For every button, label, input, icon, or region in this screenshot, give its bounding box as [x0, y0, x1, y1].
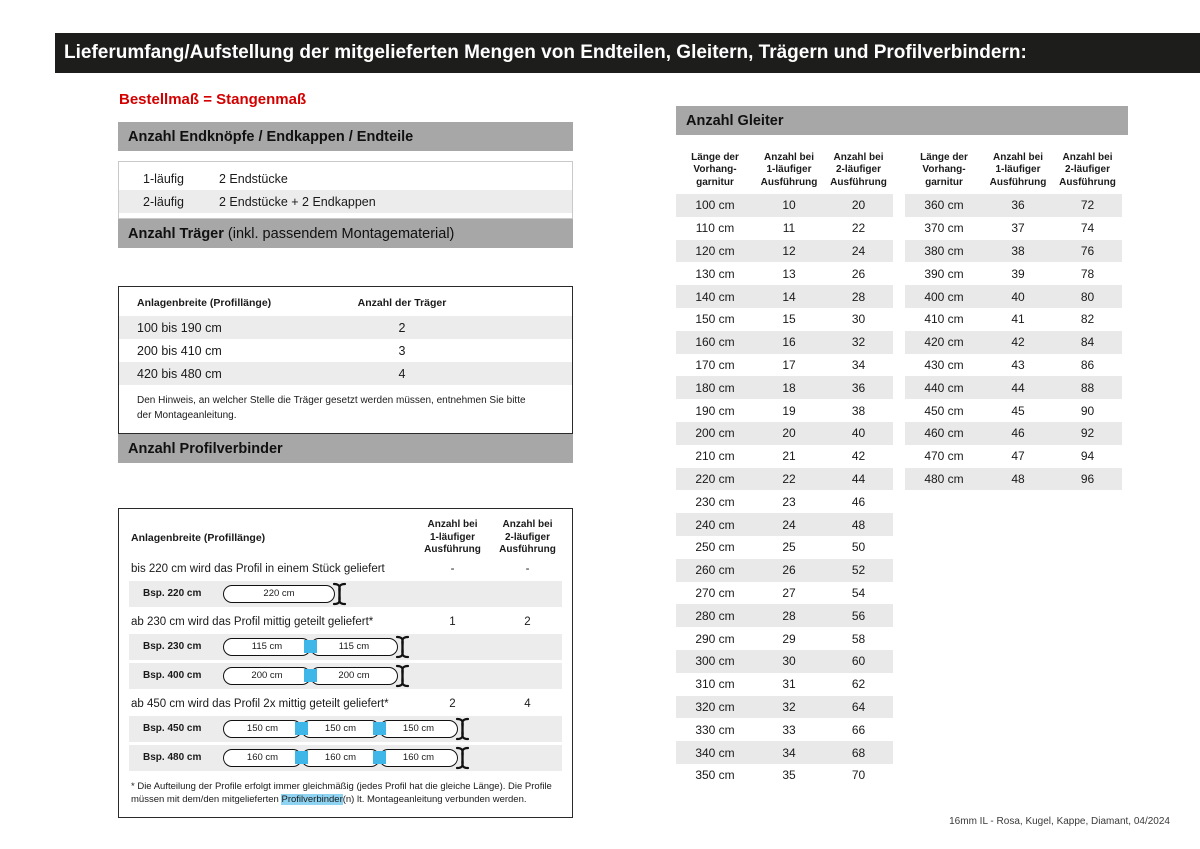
gleiter-tables — [676, 145, 1128, 787]
gleiter-1laeufig-cell: 20 — [782, 426, 796, 441]
profile-connector-icon — [304, 640, 317, 653]
profil-rule-row — [119, 698, 572, 710]
section-traeger-header — [118, 219, 573, 248]
gleiter-row — [676, 422, 893, 445]
gleiter-header-row — [905, 145, 1122, 194]
gleiter-length-cell: 260 cm — [695, 563, 735, 578]
gleiter-2laeufig-cell: 30 — [851, 312, 866, 327]
gleiter-row — [676, 718, 893, 741]
gleiter-row — [676, 604, 893, 627]
page-title-bar — [55, 33, 1200, 73]
profile-segment: 150 cm — [379, 720, 458, 738]
gleiter-2laeufig-cell: 62 — [851, 677, 866, 692]
profile-segment: 115 cm — [223, 638, 311, 656]
gleiter-length-cell: 250 cm — [695, 540, 735, 555]
gleiter-length-cell: 270 cm — [695, 585, 735, 600]
section-traeger-title: Anzahl Träger — [128, 225, 224, 242]
endteile-value-cell: 2 Endstücke + 2 Endkappen — [219, 194, 376, 209]
gleiter-2laeufig-cell: 86 — [1080, 357, 1095, 372]
footnote-text-post: (n) lt. Montageanleitung verbunden werden. — [342, 794, 527, 806]
gleiter-1laeufig-cell: 35 — [782, 768, 796, 783]
traeger-note: Den Hinweis, an welcher Stelle die Träger gesetzt werden müssen, entnehmen Sie bitte der Montageanleitung. — [137, 395, 526, 421]
traeger-col-width: Anlagenbreite (Profillänge) — [137, 297, 272, 309]
gleiter-header-row — [676, 145, 893, 194]
gleiter-1laeufig-cell: 11 — [782, 221, 796, 236]
gleiter-row — [676, 262, 893, 285]
gleiter-2laeufig-cell: 70 — [851, 768, 866, 783]
gleiter-length-cell: 360 cm — [924, 198, 964, 213]
gleiter-2laeufig-cell: 94 — [1080, 449, 1095, 464]
profilverbinder-footnote — [131, 780, 560, 808]
header-line: Länge der — [920, 151, 968, 163]
profil-rule-text: ab 230 cm wird das Profil mittig geteilt geliefert* — [131, 615, 374, 628]
gleiter-length-cell: 160 cm — [695, 335, 735, 350]
gleiter-col-1laeufig — [754, 152, 824, 190]
gleiter-row — [905, 331, 1122, 354]
gleiter-row — [676, 582, 893, 605]
traeger-col-count: Anzahl der Träger — [357, 297, 447, 309]
gleiter-length-cell: 180 cm — [695, 380, 735, 395]
gleiter-length-cell: 470 cm — [924, 449, 964, 464]
footnote-highlight: Profilverbinder — [281, 794, 343, 806]
gleiter-length-cell: 350 cm — [695, 768, 735, 783]
gleiter-1laeufig-cell: 40 — [1011, 289, 1025, 304]
gleiter-1laeufig-cell: 48 — [1011, 471, 1025, 486]
gleiter-length-cell: 220 cm — [695, 471, 735, 486]
gleiter-row — [676, 468, 893, 491]
profile-segment: 150 cm — [223, 720, 302, 738]
gleiter-col-length — [905, 152, 983, 190]
profilverbinder-table — [118, 508, 573, 818]
gleiter-length-cell: 120 cm — [695, 243, 735, 258]
gleiter-length-cell: 310 cm — [695, 677, 735, 692]
traeger-count-cell: 4 — [398, 366, 406, 381]
profil-count-1laeufig: 2 — [449, 697, 456, 710]
profile-segment: 200 cm — [223, 667, 311, 685]
gleiter-1laeufig-cell: 28 — [782, 608, 796, 623]
profil-col-width: Anlagenbreite (Profillänge) — [131, 531, 266, 544]
gleiter-1laeufig-cell: 31 — [782, 677, 796, 692]
gleiter-length-cell: 330 cm — [695, 722, 735, 737]
profil-rule-row — [119, 616, 572, 628]
gleiter-1laeufig-cell: 12 — [782, 243, 796, 258]
gleiter-length-cell: 140 cm — [695, 289, 735, 304]
right-column — [676, 106, 1128, 787]
section-gleiter-header — [676, 106, 1128, 135]
traeger-range-cell: 420 bis 480 cm — [137, 366, 222, 381]
gleiter-2laeufig-cell: 74 — [1080, 221, 1095, 236]
gleiter-length-cell: 130 cm — [695, 266, 735, 281]
gleiter-length-cell: 320 cm — [695, 699, 735, 714]
gleiter-2laeufig-cell: 26 — [851, 266, 866, 281]
gleiter-length-cell: 300 cm — [695, 654, 735, 669]
gleiter-length-cell: 170 cm — [695, 357, 735, 372]
profile-connector-icon — [295, 722, 308, 735]
gleiter-length-cell: 450 cm — [924, 403, 964, 418]
gleiter-row — [905, 240, 1122, 263]
traeger-table-header — [119, 295, 572, 316]
profile-segment: 220 cm — [223, 585, 335, 603]
profil-rule-row — [119, 563, 572, 575]
gleiter-1laeufig-cell: 41 — [1011, 312, 1025, 327]
gleiter-table-left — [676, 145, 893, 787]
traeger-count-cell: 3 — [398, 343, 406, 358]
header-line: Ausführung — [830, 176, 887, 188]
profil-count-2laeufig: - — [525, 562, 530, 575]
header-line: Ausführung — [1059, 176, 1116, 188]
profile-rod-graphic — [223, 717, 470, 741]
profile-segment: 115 cm — [310, 638, 398, 656]
section-endteile-header — [118, 122, 573, 151]
gleiter-2laeufig-cell: 54 — [851, 585, 866, 600]
profile-segment: 150 cm — [301, 720, 380, 738]
gleiter-1laeufig-cell: 33 — [782, 722, 796, 737]
gleiter-length-cell: 150 cm — [695, 312, 735, 327]
section-endteile-title: Anzahl Endknöpfe / Endkappen / Endteile — [128, 128, 414, 145]
endteile-value-cell: 2 Endstücke — [219, 171, 288, 186]
gleiter-2laeufig-cell: 38 — [851, 403, 866, 418]
gleiter-2laeufig-cell: 90 — [1080, 403, 1095, 418]
rod-example-label: Bsp. 220 cm — [143, 588, 202, 599]
profile-connector-icon — [304, 669, 317, 682]
gleiter-length-cell: 430 cm — [924, 357, 964, 372]
profil-col-1laeufig — [415, 519, 490, 557]
endteile-type-cell: 2-läufig — [143, 194, 184, 209]
header-line: Ausführung — [989, 176, 1047, 188]
rod-example-row — [129, 663, 562, 689]
gleiter-1laeufig-cell: 21 — [782, 449, 796, 464]
header-line: Anzahl bei — [763, 151, 814, 163]
gleiter-2laeufig-cell: 96 — [1080, 471, 1095, 486]
section-gleiter-title: Anzahl Gleiter — [686, 112, 784, 129]
profil-count-1laeufig: - — [450, 562, 455, 575]
section-profilverbinder-header — [118, 434, 573, 463]
profilverbinder-table-header — [119, 515, 572, 561]
gleiter-1laeufig-cell: 24 — [782, 517, 796, 532]
gleiter-col-length — [676, 152, 754, 190]
traeger-range-cell: 100 bis 190 cm — [137, 320, 222, 335]
gleiter-row — [676, 650, 893, 673]
gleiter-1laeufig-cell: 47 — [1011, 449, 1025, 464]
gleiter-1laeufig-cell: 45 — [1011, 403, 1025, 418]
rod-example-row — [129, 581, 562, 607]
gleiter-row — [905, 376, 1122, 399]
header-line: garnitur — [925, 176, 963, 188]
endteile-table — [118, 161, 573, 219]
gleiter-2laeufig-cell: 32 — [851, 335, 866, 350]
gleiter-1laeufig-cell: 14 — [782, 289, 796, 304]
gleiter-row — [905, 354, 1122, 377]
profil-col-2laeufig — [490, 519, 565, 557]
gleiter-2laeufig-cell: 28 — [851, 289, 866, 304]
gleiter-2laeufig-cell: 78 — [1080, 266, 1095, 281]
traeger-row — [119, 339, 572, 362]
section-traeger-subtitle: (inkl. passendem Montagematerial) — [223, 225, 455, 242]
gleiter-2laeufig-cell: 48 — [851, 517, 866, 532]
gleiter-2laeufig-cell: 50 — [851, 540, 866, 555]
gleiter-1laeufig-cell: 38 — [1011, 243, 1025, 258]
header-line: Ausführung — [499, 544, 556, 555]
gleiter-1laeufig-cell: 36 — [1011, 198, 1025, 213]
gleiter-2laeufig-cell: 44 — [851, 471, 866, 486]
gleiter-length-cell: 340 cm — [695, 745, 735, 760]
gleiter-1laeufig-cell: 42 — [1011, 335, 1025, 350]
header-line: 2-läufiger — [835, 164, 881, 175]
gleiter-2laeufig-cell: 52 — [851, 563, 866, 578]
profile-segment: 160 cm — [379, 749, 458, 767]
gleiter-col-2laeufig — [1053, 152, 1122, 190]
gleiter-2laeufig-cell: 34 — [851, 357, 866, 372]
gleiter-1laeufig-cell: 22 — [782, 471, 796, 486]
gleiter-length-cell: 280 cm — [695, 608, 735, 623]
endteile-row — [119, 190, 572, 213]
traeger-row — [119, 316, 572, 339]
gleiter-2laeufig-cell: 80 — [1080, 289, 1095, 304]
endteile-table-body — [119, 167, 572, 213]
gleiter-length-cell: 390 cm — [924, 266, 964, 281]
gleiter-length-cell: 370 cm — [924, 221, 964, 236]
header-line: Anzahl bei — [992, 151, 1043, 163]
profile-segment: 160 cm — [223, 749, 302, 767]
traeger-row — [119, 362, 572, 385]
gleiter-length-cell: 290 cm — [695, 631, 735, 646]
gleiter-1laeufig-cell: 30 — [782, 654, 796, 669]
traeger-count-cell: 2 — [398, 320, 406, 335]
gleiter-1laeufig-cell: 27 — [782, 585, 796, 600]
left-column — [118, 122, 573, 818]
gleiter-1laeufig-cell: 26 — [782, 563, 796, 578]
header-line: Anzahl bei — [833, 151, 884, 163]
gleiter-1laeufig-cell: 15 — [782, 312, 796, 327]
gleiter-2laeufig-cell: 92 — [1080, 426, 1095, 441]
gleiter-2laeufig-cell: 66 — [851, 722, 866, 737]
gleiter-1laeufig-cell: 17 — [782, 357, 796, 372]
gleiter-row — [905, 445, 1122, 468]
header-line: 1-läufiger — [766, 164, 812, 175]
profile-connector-icon — [373, 722, 386, 735]
gleiter-row — [676, 490, 893, 513]
gleiter-2laeufig-cell: 58 — [851, 631, 866, 646]
gleiter-col-2laeufig — [824, 152, 893, 190]
traeger-table-body — [119, 316, 572, 385]
gleiter-row — [676, 627, 893, 650]
gleiter-row — [676, 354, 893, 377]
gleiter-1laeufig-cell: 29 — [782, 631, 796, 646]
gleiter-2laeufig-cell: 64 — [851, 699, 866, 714]
rod-example-label: Bsp. 400 cm — [143, 670, 202, 681]
gleiter-length-cell: 240 cm — [695, 517, 735, 532]
profile-rod-graphic — [223, 582, 347, 606]
gleiter-row — [905, 217, 1122, 240]
profile-segment: 200 cm — [310, 667, 398, 685]
gleiter-1laeufig-cell: 44 — [1011, 380, 1025, 395]
gleiter-length-cell: 200 cm — [695, 426, 735, 441]
profil-rule-text: bis 220 cm wird das Profil in einem Stück geliefert — [131, 562, 385, 575]
gleiter-1laeufig-cell: 43 — [1011, 357, 1025, 372]
gleiter-1laeufig-cell: 25 — [782, 540, 796, 555]
gleiter-2laeufig-cell: 42 — [851, 449, 866, 464]
gleiter-length-cell: 400 cm — [924, 289, 964, 304]
gleiter-1laeufig-cell: 19 — [782, 403, 796, 418]
gleiter-1laeufig-cell: 23 — [782, 494, 796, 509]
rod-example-row — [129, 745, 562, 771]
gleiter-length-cell: 440 cm — [924, 380, 964, 395]
gleiter-length-cell: 480 cm — [924, 471, 964, 486]
rod-example-row — [129, 634, 562, 660]
page-title: Lieferumfang/Aufstellung der mitgelieferten Mengen von Endteilen, Gleitern, Trägern und Profilverbindern: — [64, 42, 1027, 63]
gleiter-row — [676, 308, 893, 331]
gleiter-1laeufig-cell: 46 — [1011, 426, 1025, 441]
rod-example-row — [129, 716, 562, 742]
gleiter-row — [905, 308, 1122, 331]
header-line: 1-läufiger — [429, 531, 475, 543]
order-measure-note: Bestellmaß = Stangenmaß — [119, 91, 307, 108]
gleiter-length-cell: 420 cm — [924, 335, 964, 350]
profile-rod-graphic — [223, 664, 410, 688]
rod-example-label: Bsp. 450 cm — [143, 723, 202, 734]
gleiter-col-1laeufig — [983, 152, 1053, 190]
traeger-range-cell: 200 bis 410 cm — [137, 343, 222, 358]
header-line: Vorhang- — [922, 164, 966, 175]
gleiter-1laeufig-cell: 39 — [1011, 266, 1025, 281]
profile-segment: 160 cm — [301, 749, 380, 767]
gleiter-2laeufig-cell: 68 — [851, 745, 866, 760]
gleiter-1laeufig-cell: 18 — [782, 380, 796, 395]
profile-rod-graphic — [223, 746, 470, 770]
gleiter-row — [676, 536, 893, 559]
gleiter-1laeufig-cell: 37 — [1011, 221, 1025, 236]
header-line: 1-läufiger — [995, 164, 1041, 175]
gleiter-2laeufig-cell: 24 — [851, 243, 866, 258]
traeger-table — [118, 286, 573, 434]
gleiter-length-cell: 110 cm — [695, 221, 735, 236]
gleiter-2laeufig-cell: 88 — [1080, 380, 1095, 395]
gleiter-2laeufig-cell: 46 — [851, 494, 866, 509]
gleiter-2laeufig-cell: 76 — [1080, 243, 1095, 258]
footnote-text-pre: * Die Aufteilung der Profile erfolgt immer gleichmäßig (jedes Profil hat die gleiche Länge). Die Profile müssen mit dem/den mitgelieferten — [131, 780, 552, 806]
gleiter-length-cell: 410 cm — [924, 312, 964, 327]
gleiter-2laeufig-cell: 72 — [1080, 198, 1095, 213]
gleiter-2laeufig-cell: 82 — [1080, 312, 1095, 327]
gleiter-row — [905, 399, 1122, 422]
gleiter-row — [676, 741, 893, 764]
gleiter-row — [676, 764, 893, 787]
header-line: Anzahl bei — [502, 519, 553, 530]
header-line: Länge der — [691, 151, 739, 163]
header-line: garnitur — [696, 176, 734, 188]
gleiter-length-cell: 460 cm — [924, 426, 964, 441]
gleiter-row — [676, 445, 893, 468]
gleiter-row — [676, 285, 893, 308]
gleiter-row — [905, 468, 1122, 491]
gleiter-1laeufig-cell: 16 — [782, 335, 796, 350]
gleiter-2laeufig-cell: 22 — [851, 221, 866, 236]
gleiter-1laeufig-cell: 32 — [782, 699, 796, 714]
gleiter-row — [676, 399, 893, 422]
gleiter-row — [676, 376, 893, 399]
gleiter-2laeufig-cell: 40 — [851, 426, 866, 441]
gleiter-row — [676, 559, 893, 582]
gleiter-row — [676, 673, 893, 696]
header-line: Vorhang- — [693, 164, 737, 175]
gleiter-length-cell: 100 cm — [695, 198, 735, 213]
section-profilverbinder-title: Anzahl Profilverbinder — [128, 440, 283, 457]
gleiter-1laeufig-cell: 13 — [782, 266, 796, 281]
rod-example-label: Bsp. 230 cm — [143, 641, 202, 652]
gleiter-row — [905, 262, 1122, 285]
gleiter-1laeufig-cell: 10 — [782, 198, 796, 213]
rod-example-label: Bsp. 480 cm — [143, 752, 202, 763]
profil-count-2laeufig: 4 — [524, 697, 531, 710]
gleiter-2laeufig-cell: 84 — [1080, 335, 1095, 350]
header-line: 2-läufiger — [504, 531, 550, 543]
gleiter-row — [676, 331, 893, 354]
gleiter-table-right — [905, 145, 1122, 787]
gleiter-row — [905, 285, 1122, 308]
profilverbinder-body — [119, 563, 572, 771]
profile-connector-icon — [295, 751, 308, 764]
gleiter-length-cell: 190 cm — [695, 403, 735, 418]
profil-count-2laeufig: 2 — [524, 615, 531, 628]
gleiter-row — [676, 217, 893, 240]
gleiter-row — [676, 194, 893, 217]
header-line: Ausführung — [760, 176, 818, 188]
gleiter-row — [676, 240, 893, 263]
header-line: Anzahl bei — [427, 519, 478, 530]
gleiter-length-cell: 230 cm — [695, 494, 735, 509]
document-footer: 16mm IL - Rosa, Kugel, Kappe, Diamant, 04/2024 — [949, 816, 1170, 827]
gleiter-2laeufig-cell: 56 — [851, 608, 866, 623]
profile-connector-icon — [373, 751, 386, 764]
gleiter-2laeufig-cell: 36 — [851, 380, 866, 395]
gleiter-row — [905, 194, 1122, 217]
gleiter-length-cell: 210 cm — [695, 449, 735, 464]
header-line: Ausführung — [424, 544, 481, 555]
profile-rod-graphic — [223, 635, 410, 659]
header-line: 2-läufiger — [1064, 164, 1110, 175]
endteile-row — [119, 167, 572, 190]
gleiter-2laeufig-cell: 20 — [851, 198, 866, 213]
gleiter-1laeufig-cell: 34 — [782, 745, 796, 760]
endteile-type-cell: 1-läufig — [143, 171, 184, 186]
gleiter-row — [676, 696, 893, 719]
header-line: Anzahl bei — [1062, 151, 1113, 163]
gleiter-2laeufig-cell: 60 — [851, 654, 866, 669]
gleiter-row — [905, 422, 1122, 445]
profil-rule-text: ab 450 cm wird das Profil 2x mittig geteilt geliefert* — [131, 697, 389, 710]
gleiter-length-cell: 380 cm — [924, 243, 964, 258]
profil-count-1laeufig: 1 — [449, 615, 456, 628]
gleiter-row — [676, 513, 893, 536]
